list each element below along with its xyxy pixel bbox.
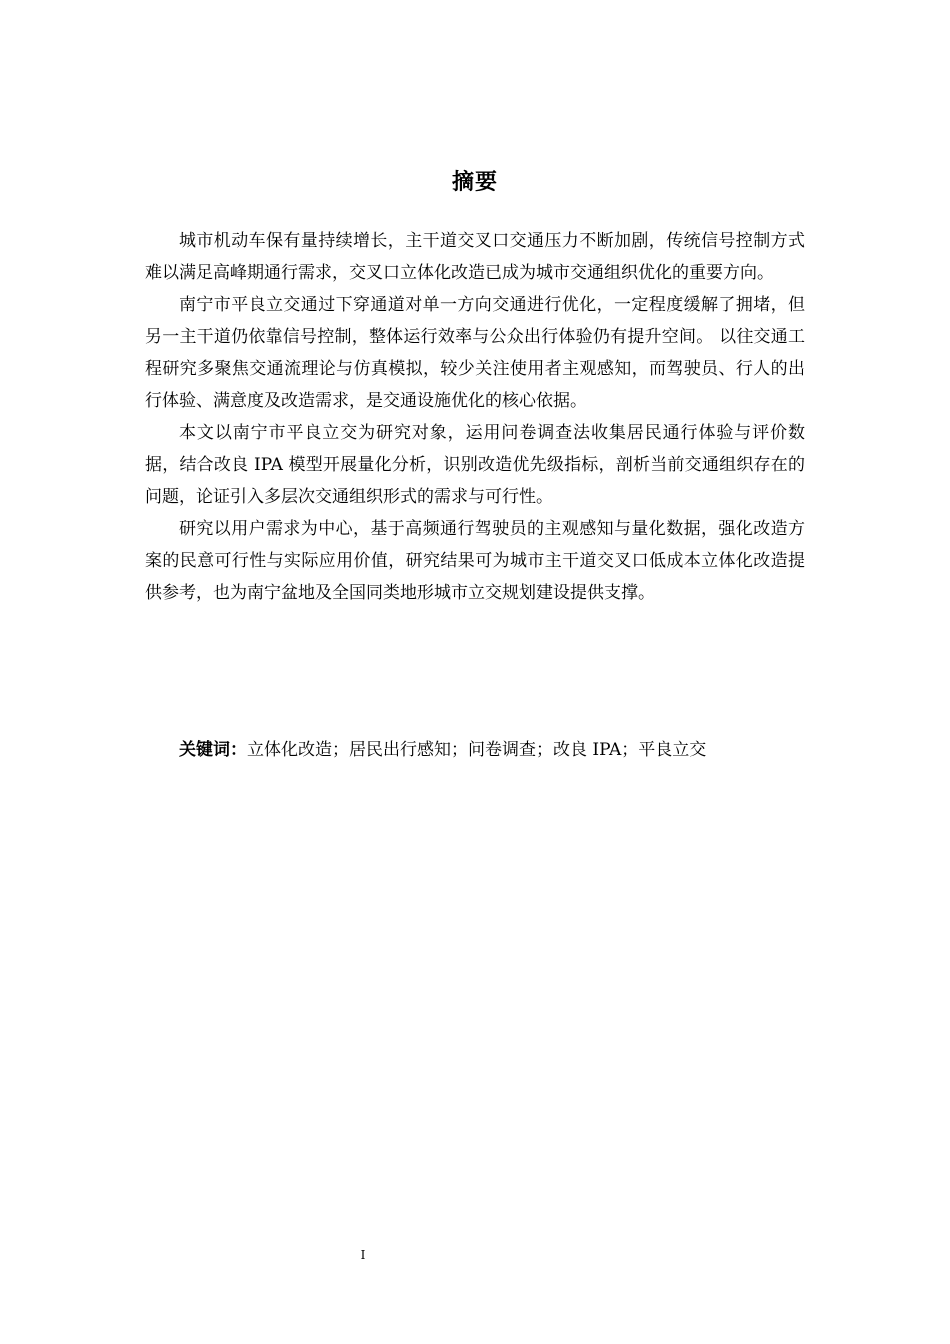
- page-number: I: [360, 1248, 366, 1262]
- abstract-paragraph-4: 研究以用户需求为中心，基于高频通行驾驶员的主观感知与量化数据，强化改造方案的民意可行性与实际应用价值，研究结果可为城市主干道交叉口低成本立体化改造提供参考，也为南宁盆地及全国同类地形城市立交规划建设提供支撑。: [145, 519, 805, 603]
- abstract-title: 摘要: [451, 170, 498, 195]
- keywords-label: 关键词：: [179, 740, 247, 760]
- keywords-line: [179, 734, 819, 766]
- abstract-body: [145, 225, 805, 609]
- keywords-list: 立体化改造；居民出行感知；问卷调查；改良 IPA；平良立交: [247, 740, 707, 760]
- abstract-paragraph-2: 南宁市平良立交通过下穿通道对单一方向交通进行优化，一定程度缓解了拥堵，但另一主干道仍依靠信号控制，整体运行效率与公众出行体验仍有提升空间。 以往交通工程研究多聚焦交通流理论与仿真模拟，较少关注使用者主观感知，而驾驶员、行人的出行体验、满意度及改造需求，是交通设施优化的核心依据。: [145, 295, 805, 411]
- abstract-paragraph-1: 城市机动车保有量持续增长，主干道交叉口交通压力不断加剧，传统信号控制方式难以满足高峰期通行需求，交叉口立体化改造已成为城市交通组织优化的重要方向。: [145, 231, 805, 283]
- abstract-paragraph-3: 本文以南宁市平良立交为研究对象，运用问卷调查法收集居民通行体验与评价数据，结合改良 IPA 模型开展量化分析，识别改造优先级指标，剖析当前交通组织存在的问题，论证引入多层次交通组织形式的需求与可行性。: [145, 423, 805, 507]
